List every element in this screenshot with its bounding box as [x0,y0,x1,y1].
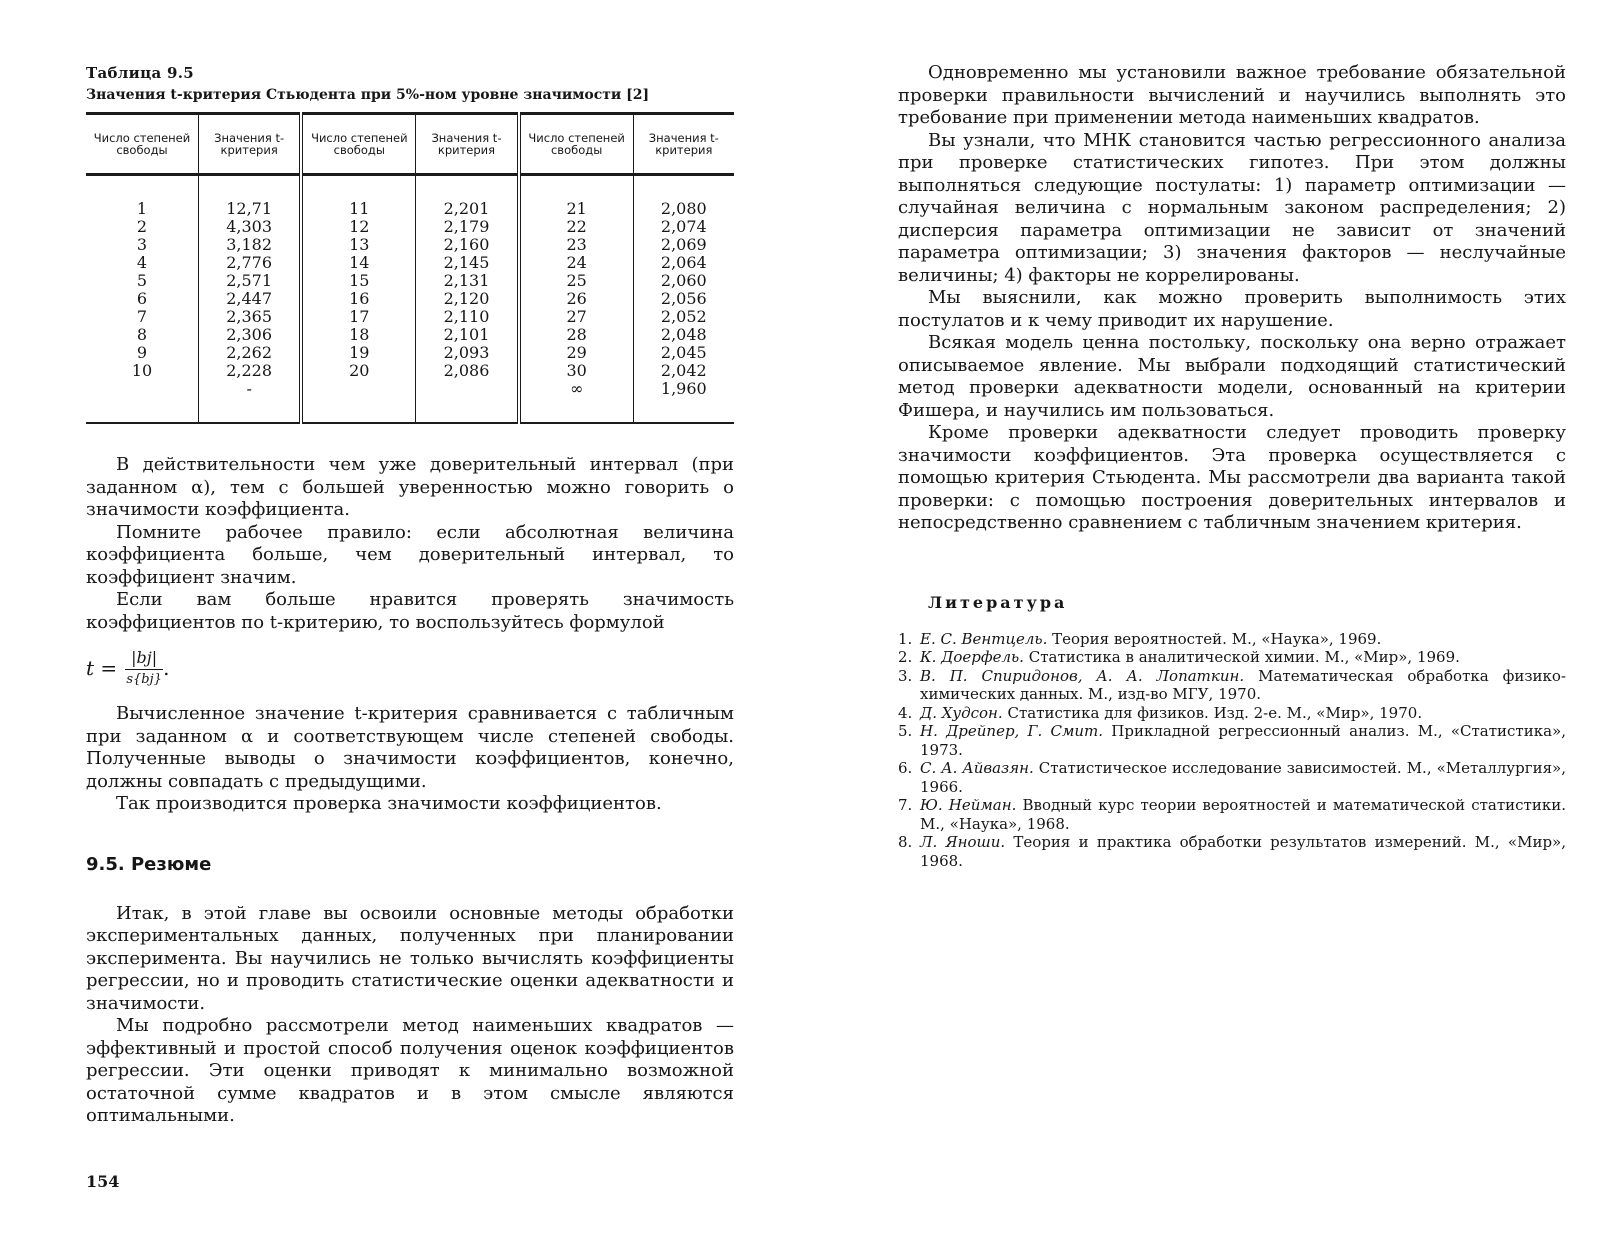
table-caption: Таблица 9.5 [86,64,195,82]
cell-t-value [416,380,519,398]
cell-t-value: 2,093 [416,344,519,362]
cell-t-value: 2,060 [660,271,707,290]
reference-item [898,796,1566,833]
reference-text: Математическая обработка физико-химических данных. М., изд-во МГУ, 1970. [920,666,1567,703]
cell-t-value: 2,145 [416,254,519,272]
reference-item [898,759,1566,796]
reference-author: С. А. Айвазян. [920,759,1034,777]
reference-author: Д. Худсон. [920,703,1003,722]
reference-text: Вводный курс теории вероятностей и математической статистики. М., «Наука», 1968. [920,796,1566,833]
cell-t-value: 2,110 [416,308,519,326]
table-subtitle: Значения t-критерия Стьюдента при 5%-ном уровне значимости [2] [86,87,650,103]
reference-number: 7. [898,796,913,814]
cell-df: 3 [86,236,198,254]
cell-t-value: 3,182 [198,236,301,254]
table-header-row [86,114,734,175]
table-row [86,344,734,362]
cell-df: 7 [86,308,198,326]
references-list [898,630,1566,871]
table-row [86,326,734,344]
table-row [86,200,734,218]
reference-text: Статистика в аналитической химии. М., «Мир», 1969. [1023,648,1460,666]
formula-lhs: t = [86,655,118,680]
cell-df: 27 [519,308,633,326]
reference-text: Теория вероятностей. М., «Наука», 1969. [1047,629,1382,648]
cell-t-value: 2,086 [416,362,519,380]
cell-t-value: 2,048 [660,325,707,344]
references-title: Литература [928,592,1068,612]
cell-df: 25 [519,272,633,290]
cell-t-value: 2,101 [416,326,519,344]
reference-author: Л. Яноши. [920,833,1006,851]
cell-df [86,380,198,398]
cell-t-value: 2,228 [198,362,301,380]
reference-author: Н. Дрейпер, Г. Смит. [920,722,1104,740]
cell-df: 11 [301,200,415,218]
cell-df: 24 [519,254,633,272]
cell-df: 12 [301,218,415,236]
reference-item [898,704,1566,723]
table-row [86,236,734,254]
reference-author: Е. С. Вентцель. [920,629,1048,648]
header-t: Значения t-критерия [633,114,734,175]
cell-df: 26 [519,290,633,308]
reference-body [920,630,1381,649]
cell-df: 29 [519,344,633,362]
cell-df: 14 [301,254,415,272]
formula: t = $\frac{|bj|}{s\{bj\}}$ . [86,648,170,687]
header-df: Число степеней свободы [519,114,633,175]
table-end-row [86,398,734,423]
cell-df: 8 [86,326,198,344]
reference-number: 8. [898,833,913,851]
cell-t-value: 2,120 [416,290,519,308]
paragraph: Так производится проверка значимости коэффициентов. [116,793,662,814]
cell-df: 15 [301,272,415,290]
reference-number: 3. [898,666,913,685]
reference-text: Прикладной регрессионный анализ. М., «Статистика», 1973. [920,722,1566,759]
formula-fraction [125,648,163,687]
formula-denominator: s{bj} [126,672,162,687]
cell-df: 30 [519,362,633,380]
cell-t-value: 2,571 [198,272,301,290]
reference-item [898,833,1566,870]
reference-text: Статистика для физиков. Изд. 2-е. М., «Мир», 1970. [1002,703,1423,722]
cell-df [301,380,415,398]
cell-df: 17 [301,308,415,326]
right-page [898,62,1566,870]
reference-text: Теория и практика обработки результатов измерений. М., «Мир», 1968. [920,833,1567,870]
cell-t-value: 2,306 [198,326,301,344]
t-distribution-table [86,112,734,424]
cell-t-value: 2,179 [416,218,519,236]
reference-item [898,722,1566,759]
cell-t-value: 12,71 [198,200,301,218]
cell-t-value: 2,074 [660,217,707,236]
cell-df: 5 [86,272,198,290]
cell-df: ∞ [519,380,633,398]
table-row [86,218,734,236]
table-row [86,290,734,308]
table-body [86,175,734,424]
reference-item [898,667,1566,704]
cell-df: 16 [301,290,415,308]
cell-df: 19 [301,344,415,362]
cell-df: 20 [301,362,415,380]
cell-t-value: - [198,380,301,398]
cell-t-value: 1,960 [660,379,707,398]
reference-author: К. Доерфель. [920,648,1024,666]
cell-df: 6 [86,290,198,308]
cell-t-value: 2,131 [416,272,519,290]
reference-author: Ю. Нейман. [920,796,1017,814]
cell-df: 2 [86,218,198,236]
paragraph: Помните рабочее правило: если абсолютная величина коэффициента больше, чем доверительный интервал, то коэффициент значим. [86,521,734,588]
table-row [86,362,734,380]
reference-number: 1. [898,629,913,648]
paragraph: В действительности чем уже доверительный интервал (при заданном α), тем с большей уверенностью можно говорить о значимости коэффициента. [86,454,734,520]
reference-number: 6. [898,759,913,777]
table-row [86,308,734,326]
cell-df: 9 [86,344,198,362]
cell-df: 23 [519,236,633,254]
paragraph: Одновременно мы установили важное требование обязательной проверки правильности вычислений и научились выполнять это требование при применении метода наименьших квадратов. [898,62,1566,128]
page-number: 154 [86,1172,120,1191]
cell-df: 1 [86,200,198,218]
reference-body [920,648,1460,667]
reference-text: Статистическое исследование зависимостей. М., «Металлургия», 1966. [920,759,1566,796]
cell-t-value: 2,042 [660,361,707,380]
cell-df: 4 [86,254,198,272]
cell-t-value: 2,447 [198,290,301,308]
header-t: Значения t-критерия [198,114,301,175]
reference-number: 2. [898,648,913,666]
paragraph: Кроме проверки адекватности следует проводить проверку значимости коэффициентов. Эта проверка осуществляется с помощью критерия Стьюдента. Мы рассмотрели два варианта такой проверки: с помощью построения доверительных интервалов и непосредственно сравнением с табличным значением критерия. [898,422,1566,533]
cell-t-value: 2,052 [660,307,707,326]
reference-author: В. П. Спиридонов, А. А. Лопаткин. [920,666,1245,685]
cell-t-value: 2,064 [660,253,707,272]
reference-body [920,667,1566,704]
header-df: Число степеней свободы [86,114,198,175]
cell-t-value: 2,201 [416,200,519,218]
cell-df: 22 [519,218,633,236]
paragraph: Всякая модель ценна постольку, поскольку она верно отражает описываемое явление. Мы выбрали подходящий статистический метод проверки адекватности модели, основанный на критерии Фишера, и научились им пользоваться. [898,332,1566,421]
cell-t-value: 2,069 [660,235,707,254]
cell-t-value: 4,303 [198,218,301,236]
cell-df: 10 [86,362,198,380]
cell-t-value: 2,056 [660,289,707,308]
reference-body [920,833,1566,870]
reference-item [898,630,1566,649]
reference-body [920,704,1422,723]
cell-t-value: 2,262 [198,344,301,362]
cell-t-value: 2,080 [660,199,707,218]
paragraph: Если вам больше нравится проверять значимость коэффициентов по t-критерию, то воспользуйтесь формулой [86,589,734,633]
cell-df: 13 [301,236,415,254]
header-df: Число степеней свободы [301,114,415,175]
cell-t-value: 2,045 [660,343,707,362]
reference-number: 5. [898,722,913,740]
formula-numerator: |bj| [125,648,163,670]
cell-df: 28 [519,326,633,344]
left-page [86,62,734,1128]
table-row [86,380,734,398]
cell-t-value: 2,365 [198,308,301,326]
reference-body [920,722,1566,759]
paragraph: Мы подробно рассмотрели метод наименьших квадратов — эффективный и простой способ получения оценок коэффициентов регрессии. Эти оценки приводят к минимально возможной остаточной сумме квадратов и в этом смысле являются оптимальными. [86,1015,734,1126]
table-row [86,272,734,290]
paragraph: Вы узнали, что МНК становится частью регрессионного анализа при проверке статистических гипотез. При этом должны выполняться следующие постулаты: 1) параметр оптимизации — случайная величина с нормальным законом распределения; 2) дисперсия параметра оптимизации не зависит от значений параметра оптимизации; 3) значения факторов — неслучайные величины; 4) факторы не коррелированы. [898,129,1566,286]
paragraph: Мы выяснили, как можно проверить выполнимость этих постулатов и к чему приводит их нарушение. [898,287,1566,331]
paragraph: Итак, в этой главе вы освоили основные методы обработки экспериментальных данных, полученных при планировании эксперимента. Вы научились не только вычислять коэффициенты регрессии, но и проводить статистические оценки адекватности и значимости. [86,902,734,1014]
paragraph: Вычисленное значение t-критерия сравнивается с табличным при заданном α и соответствующем числе степеней свободы. Полученные выводы о значимости коэффициентов, конечно, должны совпадать с предыдущими. [86,703,734,792]
table-spacer-row [86,175,734,201]
cell-t-value: 2,776 [198,254,301,272]
reference-body [920,796,1566,833]
table-row [86,254,734,272]
cell-t-value: 2,160 [416,236,519,254]
reference-body [920,759,1566,796]
reference-number: 4. [898,703,913,722]
reference-item [898,648,1566,667]
section-title: 9.5. Резюме [86,853,212,875]
cell-df: 21 [519,200,633,218]
header-t: Значения t-критерия [416,114,519,175]
cell-df: 18 [301,326,415,344]
